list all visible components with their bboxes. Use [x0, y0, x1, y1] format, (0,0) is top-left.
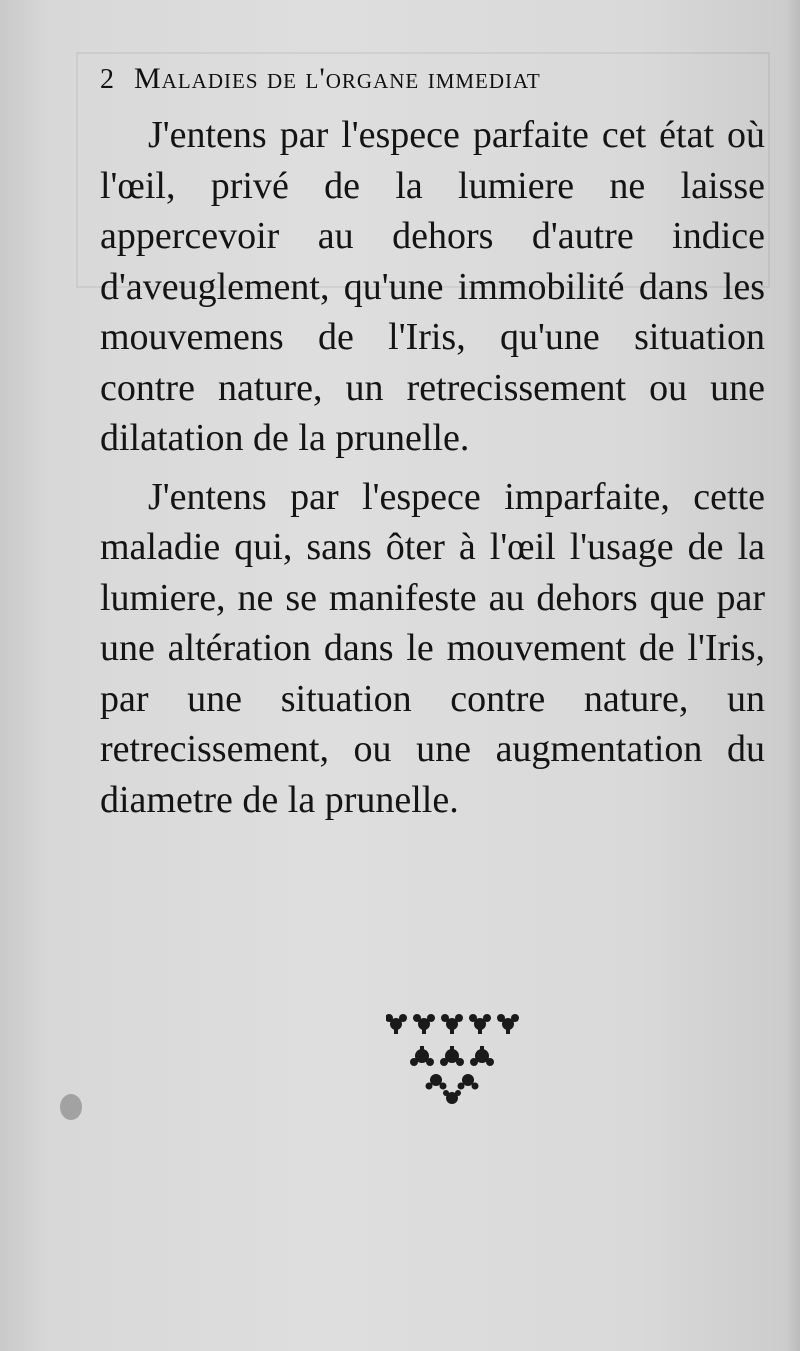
- running-header: [100, 62, 780, 96]
- paragraph-1: J'entens par l'espece parfaite cet état où l'œil, privé de la lumiere ne laisse appercevoir au dehors d'autre indice d'aveuglement, qu'une immobilité dans les mouvemens de l'Iris, qu'une situation contre nature, un retrecissement ou une dilatation de la prunelle.: [100, 114, 765, 459]
- page-number: 2: [100, 64, 114, 95]
- page-edge-shadow: [786, 0, 800, 1351]
- ink-smudge: [60, 1094, 82, 1120]
- bleed-through-text: [80, 860, 780, 912]
- body-text: [100, 110, 765, 825]
- fleuron-ornament-icon: [386, 1006, 526, 1106]
- paragraph-2: J'entens par l'espece imparfaite, cette maladie qui, sans ôter à l'œil l'usage de la lumiere, ne se manifeste au dehors que par une altération dans le mouvement de l'Iris, par une situation contre nature, un retrecissement, ou une augmentation du diametre de la prunelle.: [100, 475, 765, 821]
- running-title: Maladies de l'organe immediat: [134, 62, 541, 95]
